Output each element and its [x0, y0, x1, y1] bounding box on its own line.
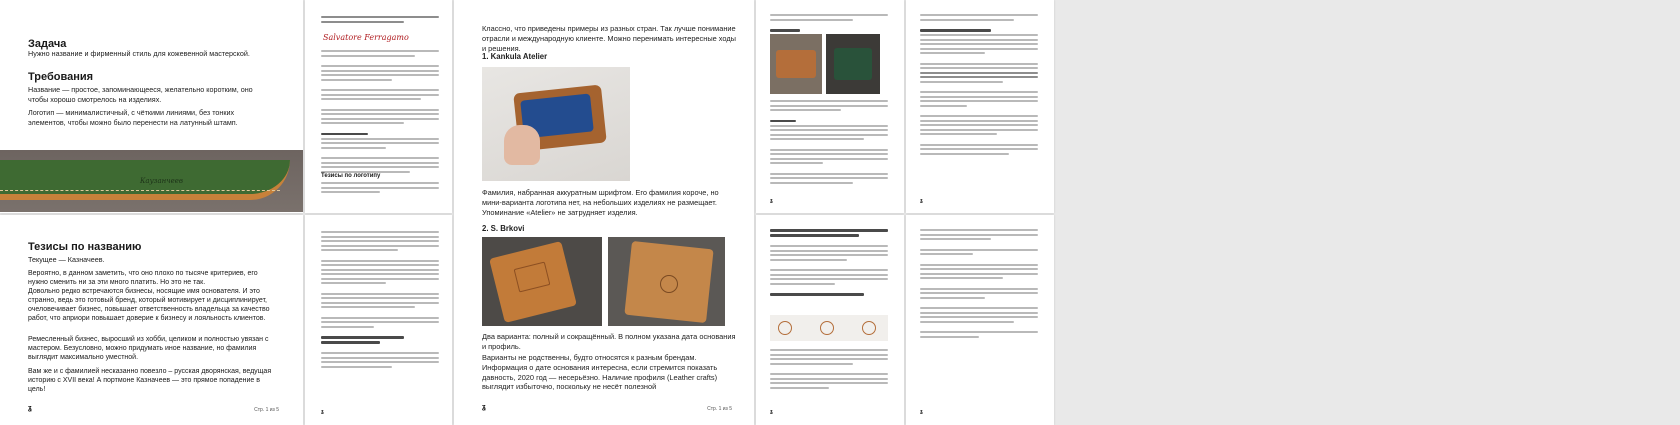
footer-logo: ʓ — [920, 409, 923, 415]
footer-logo: ʓ — [321, 409, 324, 415]
page-4 — [756, 0, 904, 213]
footer-logo: ʓ — [482, 404, 486, 411]
page-8 — [756, 215, 904, 425]
page-1 — [0, 0, 303, 213]
leather-wallet-photo — [0, 150, 303, 212]
hero-signature: Каузанчеев — [140, 177, 183, 185]
requirements-heading: Требования — [28, 71, 94, 83]
brkovi-wallet-photo-2 — [608, 237, 725, 326]
page-6 — [0, 215, 303, 425]
task-heading: Задача — [28, 38, 67, 50]
name-paragraph-1: Вероятно, в данном заметить, что оно плохо по тысяче критериев, его нужно сменить ни за эти много платить. Но это не так. — [28, 270, 258, 287]
page-3 — [454, 0, 754, 425]
intro-text: Классно, что приведены примеры из разных стран. Так лучше понимание отрасли и международную клиенте. Можно перенимать интересные ходы и решения. — [482, 24, 736, 53]
page-7 — [305, 215, 452, 425]
name-paragraph-2: Довольно редко встречаются бизнесы, носящие имя основателя. И это странно, ведь это готовый бренд, который мотивирует и дисциплинирует, очеловечивает бизнес, повышает ответственность владельца за качество работ, что априори повышает доверие к бизнесу и лояльность клиентов. — [28, 288, 270, 323]
name-paragraph-3: Ремесленный бизнес, выросший из хобби, целиком и полностью увязан с мастером. Безусловно, можно придумать иное название, но фамилия выглядит максимально уместной. — [28, 336, 269, 362]
page-2 — [305, 0, 452, 213]
footer-logo: ʓ — [770, 198, 773, 204]
task-text: Нужно название и фирменный стиль для кожевенной мастерской. — [28, 49, 250, 58]
page-5 — [906, 0, 1054, 213]
footer-logo: ʓ — [770, 409, 773, 415]
name-theses-heading: Тезисы по названию — [28, 241, 142, 253]
current-name: Текущее — Казначеев. — [28, 255, 105, 264]
section-2-title: 2. S. Brkovi — [482, 224, 525, 233]
stamp-sketch-photo — [770, 315, 888, 341]
section-2-caption-2: Варианты не родственны, будто относятся к разным брендам. Информация о дате основания интересна, если стремится показать давность, 2020 год — несерьёзно. Наличие профиля (Leather crafts) выглядит избыточно, поскольку не несёт полезной — [482, 353, 718, 392]
leather-goods-photo-2 — [826, 34, 880, 94]
section-2-caption-1: Два варианта: полный и сокращённый. В полном указана дата основания и профиль. — [482, 332, 736, 351]
section-1-caption: Фамилия, набранная аккуратным шрифтом. Его фамилия короче, но мини-варианта логотипа нет, на небольших изделиях не размещает. Упоминание «Atelier» не затрудняет изделия. — [482, 188, 719, 217]
requirements-text-2: Логотип — минималистичный, с чёткими линиями, без тонких элементов, чтобы можно было перенести на латунный штамп. — [28, 108, 238, 127]
logo-theses-heading: Тезисы по логотипу — [321, 173, 381, 179]
brkovi-wallet-photo-1 — [482, 237, 602, 326]
page-number: Стр. 1 из 5 — [254, 407, 279, 413]
kankula-wallet-photo — [482, 67, 630, 181]
ferragamo-logo: Salvatore Ferragamo — [323, 33, 409, 42]
footer-logo: ʓ — [28, 405, 32, 412]
name-paragraph-4: Вам же и с фамилией несказанно повезло – русская дворянская, ведущая историю с XVII века! А портмоне Казначеев — это прямое попадение в цель! — [28, 368, 272, 394]
page-number: Стр. 1 из 5 — [707, 406, 732, 412]
section-1-title: 1. Kankula Atelier — [482, 52, 548, 61]
footer-logo: ʓ — [920, 198, 923, 204]
page-9 — [906, 215, 1054, 425]
leather-goods-photo-1 — [770, 34, 822, 94]
requirements-text-1: Название — простое, запоминающееся, желательно коротким, оно чтобы хорошо смотрелось на изделиях. — [28, 85, 253, 104]
